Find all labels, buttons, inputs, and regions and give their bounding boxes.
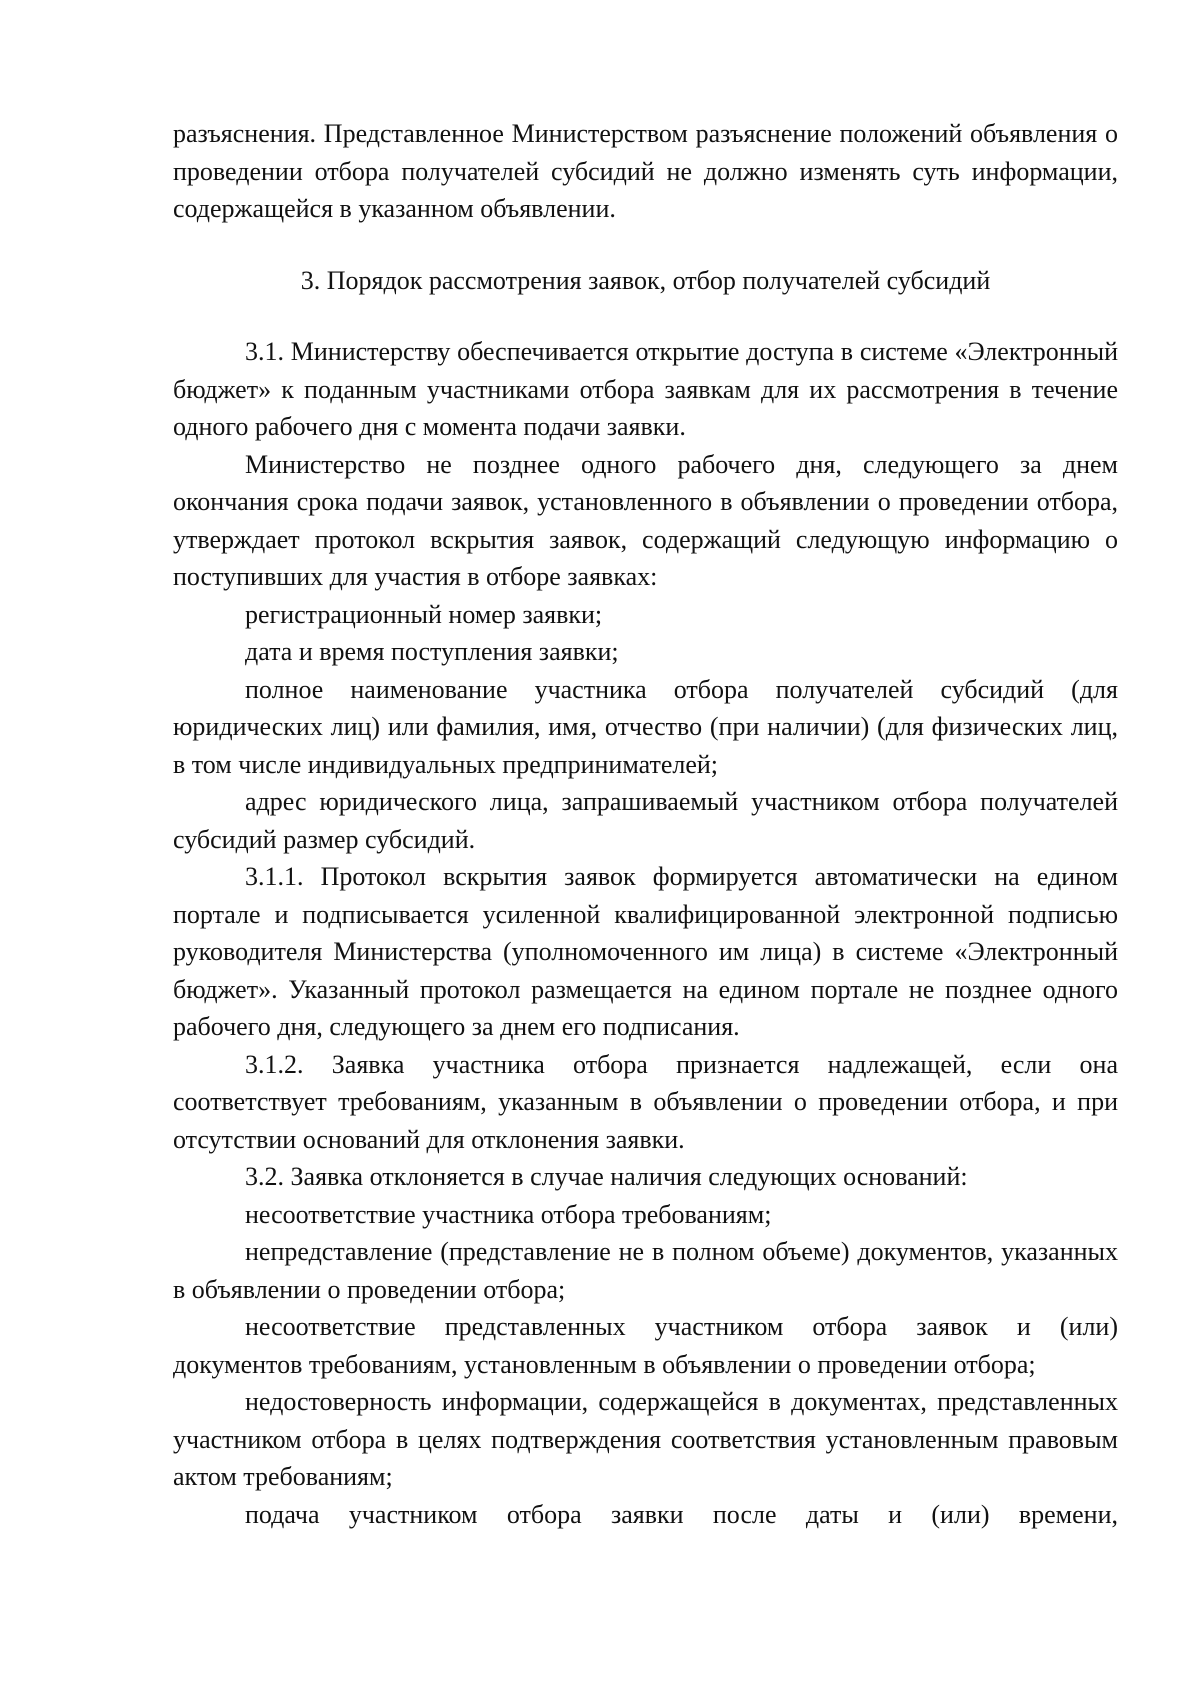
list-item-documents-mismatch: несоответствие представленных участником отбора заявок и (или) документов требованиям, установленным в объявлении о проведении отбора; xyxy=(173,1312,1118,1379)
intro-paragraph: разъяснения. Представленное Министерством разъяснение положений объявления о проведении отбора получателей субсидий не должно изменять суть информации, содержащейся в указанном объявлении. xyxy=(173,119,1118,223)
paragraph-3-1-1: 3.1.1. Протокол вскрытия заявок формируется автоматически на едином портале и подписывается усиленной квалифицированной электронной подписью руководителя Министерства (уполномоченного им лица) в системе «Электронный бюджет». Указанный протокол размещается на едином портале не позднее одного рабочего дня, следующего за днем его подписания. xyxy=(173,862,1118,1041)
list-item-late-submission: подача участником отбора заявки после даты и (или) времени, xyxy=(245,1499,1118,1529)
list-item-full-name: полное наименование участника отбора получателей субсидий (для юридических лиц) или фамилия, имя, отчество (при наличии) (для физических лиц, в том числе индивидуальных предпринимателей; xyxy=(173,674,1118,779)
list-item-date-time: дата и время поступления заявки; xyxy=(245,637,619,666)
document-body xyxy=(173,115,1118,1533)
list-item-nonsubmission: непредставление (представление не в полном объеме) документов, указанных в объявлении о проведении отбора; xyxy=(173,1237,1118,1304)
paragraph-3-2: 3.2. Заявка отклоняется в случае наличия следующих оснований: xyxy=(245,1162,968,1191)
paragraph-3-1-2: 3.1.2. Заявка участника отбора признается надлежащей, если она соответствует требованиям, указанным в объявлении о проведении отбора, и при отсутствии оснований для отклонения заявки. xyxy=(173,1049,1118,1154)
paragraph-3-1: 3.1. Министерству обеспечивается открытие доступа в системе «Электронный бюджет» к поданным участниками отбора заявкам для их рассмотрения в течение одного рабочего дня с момента подачи заявки. xyxy=(173,337,1118,441)
section-heading: 3. Порядок рассмотрения заявок, отбор получателей субсидий xyxy=(300,265,991,295)
list-item-address: адрес юридического лица, запрашиваемый участником отбора получателей субсидий размер субсидий. xyxy=(173,787,1118,854)
list-item-registration-number: регистрационный номер заявки; xyxy=(245,599,603,629)
list-item-noncompliance: несоответствие участника отбора требованиям; xyxy=(245,1199,772,1229)
list-item-unreliable-information: недостоверность информации, содержащейся в документах, представленных участником отбора в целях подтверждения соответствия установленным правовым актом требованиям; xyxy=(173,1387,1118,1491)
paragraph-protocol-approval: Министерство не позднее одного рабочего дня, следующего за днем окончания срока подачи заявок, установленного в объявлении о проведении отбора, утверждает протокол вскрытия заявок, содержащий следующую информацию о поступивших для участия в отборе заявках: xyxy=(173,449,1118,591)
